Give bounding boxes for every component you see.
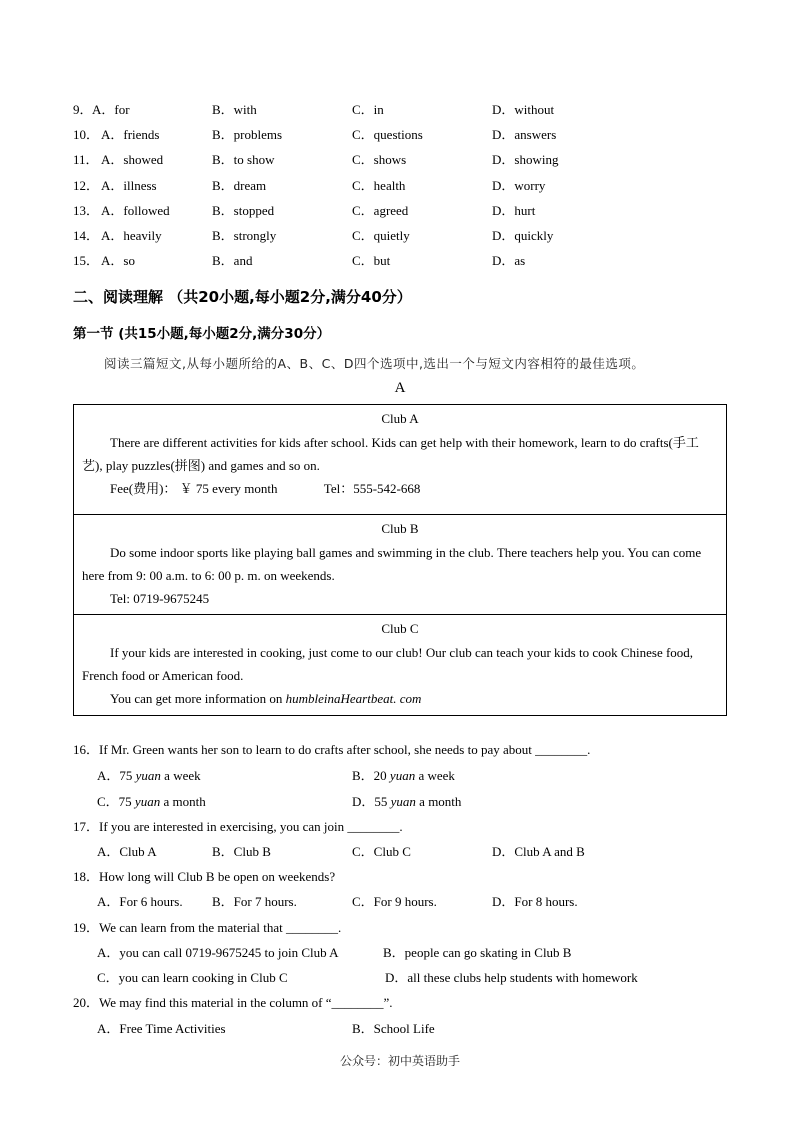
- cloze-option-a: A．for: [92, 102, 130, 117]
- cloze-option-d: D．without: [492, 102, 555, 117]
- q18-option-d: D．For 8 hours.: [492, 894, 578, 909]
- section-title: 二、阅读理解 （共20小题,每小题2分,满分40分）: [73, 288, 412, 306]
- cloze-option-a: A．followed: [101, 202, 170, 218]
- question-16-stem: 16．If Mr. Green wants her son to learn to do crafts after school, she needs to pay about ________.: [73, 742, 591, 757]
- cloze-option-b: B．and: [212, 253, 253, 269]
- club-c-panel: [74, 615, 726, 715]
- cloze-option-d: D．worry: [492, 177, 546, 193]
- q17-option-d: D．Club A and B: [492, 844, 585, 859]
- cloze-option-d: D．answers: [492, 127, 557, 143]
- q16-option-b: B．20 yuan a week: [352, 768, 455, 783]
- cloze-option-a: A．illness: [101, 177, 157, 193]
- cloze-option-b: B．dream: [212, 177, 267, 193]
- cloze-option-row: [0, 99, 800, 119]
- cloze-option-c: C．but: [352, 253, 391, 269]
- question-18-stem: 18．How long will Club B be open on weekends?: [73, 869, 336, 884]
- part-title: 第一节 (共15小题,每小题2分,满分30分）: [73, 326, 331, 342]
- q16-option-d: D．55 yuan a month: [352, 794, 462, 809]
- cloze-option-b: B．stopped: [212, 202, 275, 218]
- cloze-option-d: D．as: [492, 253, 526, 269]
- q16-option-a: A．75 yuan a week: [97, 768, 201, 783]
- q16-option-c: C．75 yuan a month: [97, 794, 206, 809]
- passage-letter: A: [394, 380, 406, 396]
- question-number: 10．: [73, 127, 100, 143]
- question-number: 12．: [73, 177, 100, 193]
- q19-option-c: C．you can learn cooking in Club C: [97, 970, 288, 985]
- club-a-title: Club A: [381, 411, 419, 426]
- question-number: 9．: [73, 102, 93, 117]
- club-a-tel: Tel：555-542-668: [323, 481, 421, 496]
- cloze-option-a: A．friends: [101, 127, 160, 143]
- cloze-option-c: C．in: [352, 102, 384, 117]
- question-number: 11．: [73, 152, 99, 168]
- footer-credit: 公众号：初中英语助手: [339, 1054, 460, 1068]
- cloze-option-a: A．so: [101, 253, 135, 269]
- instructions: 阅读三篇短文,从每小题所给的A、B、C、D四个选项中,选出一个与短文内容相符的最佳选项。: [104, 356, 645, 371]
- cloze-option-c: C．quietly: [352, 228, 410, 243]
- q19-option-b: B．people can go skating in Club B: [383, 945, 572, 960]
- q17-option-b: B．Club B: [212, 844, 271, 859]
- club-b-title: Club B: [381, 521, 419, 536]
- question-19-stem: 19．We can learn from the material that ________.: [73, 920, 342, 935]
- q18-option-a: A．For 6 hours.: [97, 894, 183, 909]
- club-c-website: humbleinaHeartbeat. com: [285, 691, 422, 706]
- cloze-option-b: B．with: [212, 102, 257, 117]
- q17-option-a: A．Club A: [97, 844, 157, 859]
- cloze-option-a: A．heavily: [101, 228, 162, 243]
- club-a-contact: [74, 477, 726, 500]
- cloze-option-a: A．showed: [101, 152, 164, 168]
- cloze-option-d: D．quickly: [492, 228, 554, 243]
- cloze-option-row: [0, 225, 800, 245]
- cloze-option-row: [0, 124, 800, 144]
- club-b-tel: Tel: 0719-9675245: [110, 591, 210, 606]
- question-number: 13．: [73, 202, 100, 218]
- cloze-option-b: B．problems: [212, 127, 283, 143]
- question-number: 15．: [73, 253, 100, 269]
- clubs-table: [73, 404, 727, 716]
- cloze-option-b: B．strongly: [212, 228, 277, 243]
- cloze-option-c: C．agreed: [352, 202, 409, 218]
- cloze-option-row: [0, 175, 800, 195]
- q19-option-d: D．all these clubs help students with homework: [385, 970, 638, 985]
- q18-option-c: C．For 9 hours.: [352, 894, 437, 909]
- question-17-stem: 17．If you are interested in exercising, you can join ________.: [73, 819, 403, 834]
- club-a-text: There are different activities for kids after school. Kids can get help with their homework, learn to do crafts(手工艺), play puzzles(拼图) and games and so on.: [82, 435, 699, 473]
- club-b-panel: [74, 515, 726, 615]
- club-b-text: Do some indoor sports like playing ball games and swimming in the club. There teachers help you. You can come here from 9: 00 a.m. to 6: 00 p. m. on weekends.: [82, 545, 702, 583]
- cloze-option-b: B．to show: [212, 152, 275, 168]
- cloze-option-row: [0, 149, 800, 169]
- club-a-panel: [74, 405, 726, 515]
- cloze-option-row: [0, 250, 800, 270]
- q19-option-a: A．you can call 0719-9675245 to join Club A: [97, 945, 339, 960]
- q18-option-b: B．For 7 hours.: [212, 894, 297, 909]
- club-c-info: [74, 687, 726, 710]
- cloze-option-row: [0, 200, 800, 220]
- q20-option-a: A．Free Time Activities: [97, 1021, 226, 1036]
- question-20-stem: 20．We may find this material in the column of “________”.: [73, 995, 393, 1010]
- q20-option-b: B．School Life: [352, 1021, 435, 1036]
- q17-option-c: C．Club C: [352, 844, 411, 859]
- cloze-option-c: C．shows: [352, 152, 407, 168]
- cloze-option-c: C．health: [352, 177, 406, 193]
- club-c-info-prefix: You can get more information on: [110, 691, 286, 706]
- cloze-option-c: C．questions: [352, 127, 423, 143]
- club-c-title: Club C: [381, 621, 419, 636]
- cloze-option-d: D．showing: [492, 152, 559, 168]
- club-a-fee: Fee(费用)： ￥ 75 every month: [110, 481, 278, 496]
- club-c-text: If your kids are interested in cooking, just come to our club! Our club can teach your kids to cook Chinese food, French food or American food.: [82, 645, 694, 683]
- question-number: 14．: [73, 228, 100, 243]
- cloze-option-d: D．hurt: [492, 202, 536, 218]
